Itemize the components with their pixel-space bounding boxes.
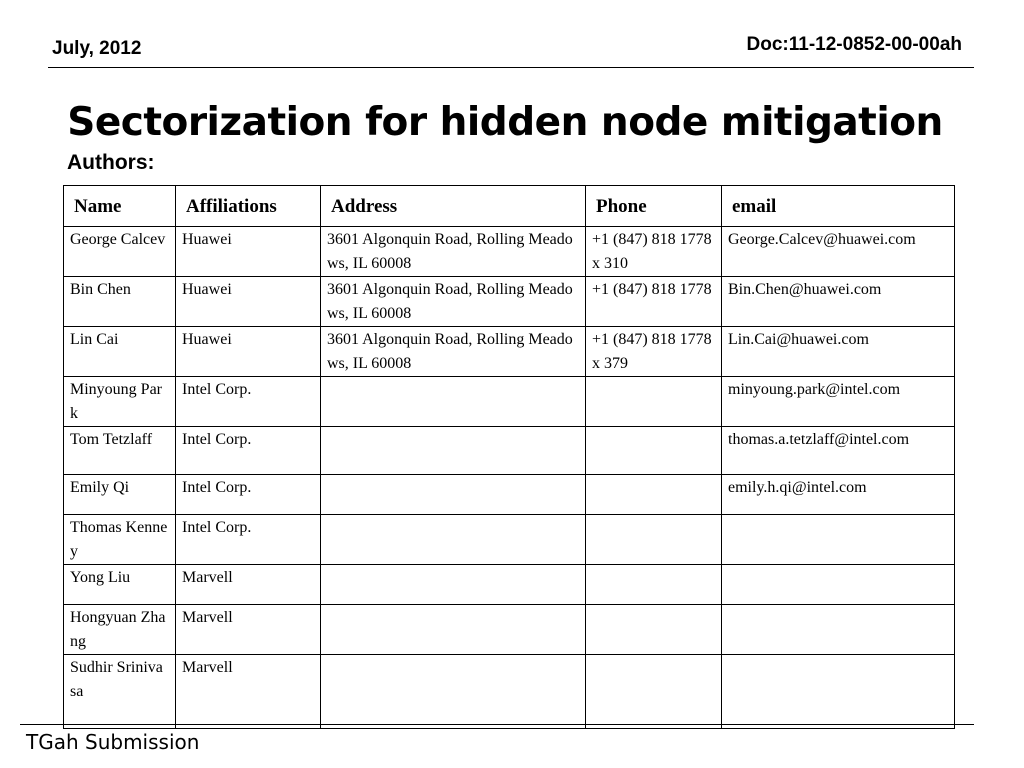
cell-email: minyoung.park@intel.com [722,377,955,427]
cell-affiliation: Marvell [176,605,321,655]
cell-name: Minyoung Park [64,377,176,427]
cell-affiliation: Huawei [176,227,321,277]
cell-email: George.Calcev@huawei.com [722,227,955,277]
cell-email [722,565,955,605]
table-row [64,277,955,327]
cell-name: Hongyuan Zhang [64,605,176,655]
cell-phone [586,427,722,475]
cell-name: Yong Liu [64,565,176,605]
cell-phone: +1 (847) 818 1778 x 310 [586,227,722,277]
slide-title: Sectorization for hidden node mitigation [67,100,943,145]
cell-address [321,377,586,427]
cell-address [321,475,586,515]
cell-phone [586,655,722,729]
cell-name: Sudhir Srinivasa [64,655,176,729]
cell-name: Bin Chen [64,277,176,327]
cell-affiliation: Huawei [176,277,321,327]
cell-address [321,605,586,655]
cell-name: Tom Tetzlaff [64,427,176,475]
cell-address [321,655,586,729]
cell-phone [586,475,722,515]
cell-name: Emily Qi [64,475,176,515]
cell-name: Thomas Kenney [64,515,176,565]
cell-phone [586,565,722,605]
cell-email: emily.h.qi@intel.com [722,475,955,515]
cell-name: George Calcev [64,227,176,277]
document-id: Doc:11-12-0852-00-00ah [746,34,962,55]
cell-address: 3601 Algonquin Road, Rolling Meadows, IL 60008 [321,327,586,377]
cell-address [321,515,586,565]
table-row [64,655,955,729]
cell-phone [586,515,722,565]
cell-address: 3601 Algonquin Road, Rolling Meadows, IL 60008 [321,277,586,327]
cell-email: thomas.a.tetzlaff@intel.com [722,427,955,475]
column-header-phone: Phone [586,186,722,227]
column-header-email: email [722,186,955,227]
table-row [64,605,955,655]
cell-email [722,655,955,729]
footer-divider [20,724,974,725]
cell-affiliation: Intel Corp. [176,427,321,475]
table-row [64,475,955,515]
column-header-name: Name [64,186,176,227]
header-divider [48,67,974,68]
column-header-address: Address [321,186,586,227]
table-row [64,515,955,565]
footer-label: TGah Submission [26,730,200,754]
cell-affiliation: Intel Corp. [176,377,321,427]
date-label: July, 2012 [52,38,142,59]
cell-email: Bin.Chen@huawei.com [722,277,955,327]
authors-heading: Authors: [67,151,155,174]
table-row [64,377,955,427]
cell-affiliation: Marvell [176,655,321,729]
cell-phone: +1 (847) 818 1778 [586,277,722,327]
cell-email: Lin.Cai@huawei.com [722,327,955,377]
cell-affiliation: Intel Corp. [176,515,321,565]
cell-name: Lin Cai [64,327,176,377]
cell-affiliation: Huawei [176,327,321,377]
cell-email [722,515,955,565]
table-row [64,227,955,277]
cell-affiliation: Intel Corp. [176,475,321,515]
column-header-affiliations: Affiliations [176,186,321,227]
cell-address [321,427,586,475]
table-row [64,427,955,475]
cell-address: 3601 Algonquin Road, Rolling Meadows, IL 60008 [321,227,586,277]
cell-phone [586,377,722,427]
table-header-row [64,186,955,227]
table-row [64,327,955,377]
cell-address [321,565,586,605]
cell-phone: +1 (847) 818 1778 x 379 [586,327,722,377]
cell-affiliation: Marvell [176,565,321,605]
table-row [64,565,955,605]
cell-email [722,605,955,655]
cell-phone [586,605,722,655]
authors-table [63,185,955,729]
